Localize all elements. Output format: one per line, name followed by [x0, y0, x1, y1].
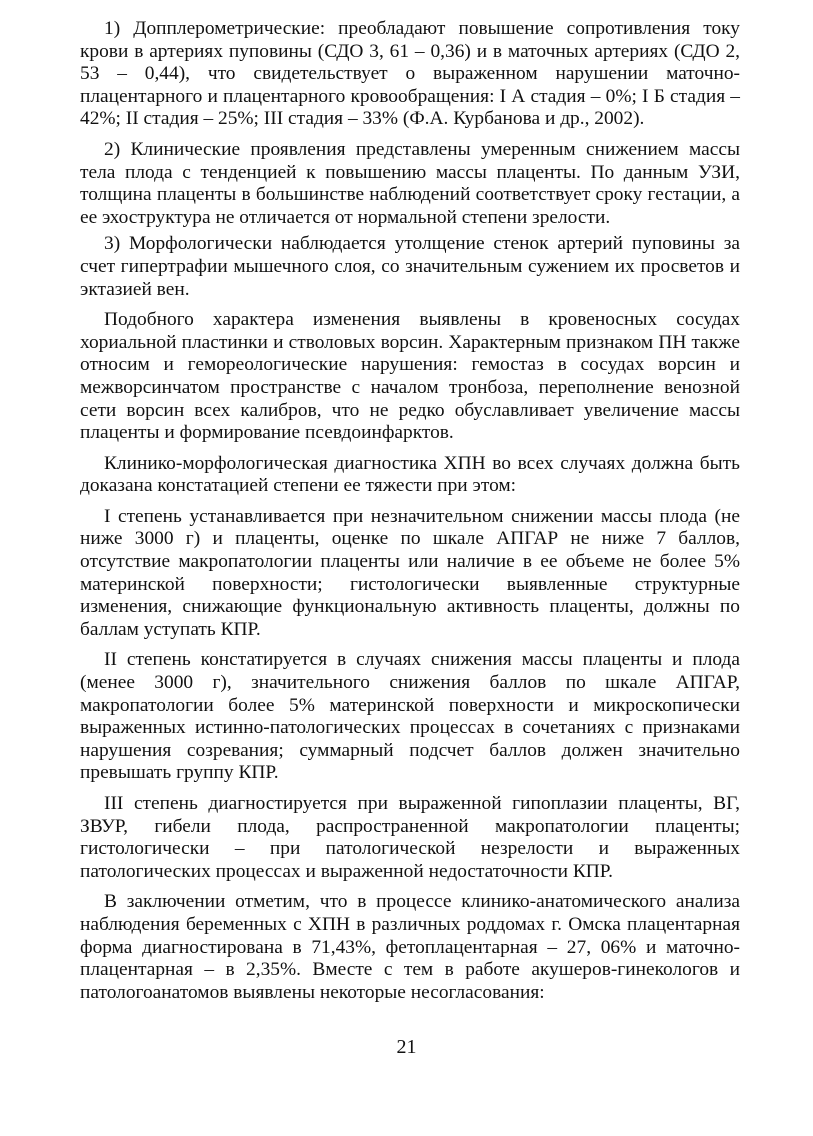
paragraph-doppler: 1) Допплерометрические: преобладают повышение сопротивления току крови в артериях пуповины (СДО 3, 61 – 0,36) и в маточных артериях (СДО 2, 53 – 0,44), что свидетельствует о выраженном нарушении маточно-плацентарного и плацентарного кровообращения: I А стадия – 0%; I Б стадия – 42%; II стадия – 25%; III стадия – 33% (Ф.А. Курбанова и др., 2002). [80, 18, 740, 130]
page-body [80, 18, 740, 1012]
paragraph-conclusion: В заключении отметим, что в процессе клинико-анатомического анализа наблюдения беременных с ХПН в различных роддомах г. Омска плацентарная форма диагностирована в 71,43%, фетоплацентарная – 27, 06% и маточно-плацентарная – в 2,35%. Вместе с тем в работе акушеров-гинекологов и патологоанатомов выявлены некоторые несогласования: [80, 891, 740, 1003]
paragraph-clinical: 2) Клинические проявления представлены умеренным снижением массы тела плода с тенденцией к повышению массы плаценты. По данным УЗИ, толщина плаценты в большинстве наблюдений соответствует сроку гестации, а ее эхоструктура не отличается от нормальной степени зрелости. [80, 138, 740, 228]
paragraph-diagnostics-intro: Клинико-морфологическая диагностика ХПН во всех случаях должна быть доказана констатацией степени ее тяжести при этом: [80, 452, 740, 497]
page-number: 21 [396, 1036, 417, 1058]
paragraph-vessel-changes: Подобного характера изменения выявлены в кровеносных сосудах хориальной пластинки и стволовых ворсин. Характерным признаком ПН также относим и гемореологические нарушения: гемостаз в сосудах ворсин и межворсинчатом пространстве с началом тронбоза, переполнение венозной сети ворсин всех калибров, что не редко обуславливает увеличение массы плаценты и формирование псевдоинфарктов. [80, 309, 740, 444]
paragraph-degree-2: II степень констатируется в случаях снижения массы плаценты и плода (менее 3000 г), значительного снижения баллов по шкале АПГАР, макропатологии более 5% материнской поверхности и микроскопически выраженных истинно-патологических процессах в сочетаниях с признаками нарушения созревания; суммарный подсчет баллов должен значительно превышать группу КПР. [80, 649, 740, 784]
paragraph-degree-1: I степень устанавливается при незначительном снижении массы плода (не ниже 3000 г) и плаценты, оценке по шкале АПГАР не ниже 7 баллов, отсутствие макропатологии плаценты или наличие в ее объеме не более 5% материнской поверхности; гистологически выявленные структурные изменения, снижающие функциональную активность плаценты, должны по баллам уступать КПР. [80, 505, 740, 640]
paragraph-degree-3: III степень диагностируется при выраженной гипоплазии плаценты, ВГ, ЗВУР, гибели плода, распространенной макропатологии плаценты; гистологически – при патологической незрелости и выраженных патологических процессах и выраженной недостаточности КПР. [80, 793, 740, 882]
paragraph-morphology: 3) Морфологически наблюдается утолщение стенок артерий пуповины за счет гипертрафии мышечного слоя, со значительным сужением их просветов и эктазией вен. [80, 233, 740, 300]
